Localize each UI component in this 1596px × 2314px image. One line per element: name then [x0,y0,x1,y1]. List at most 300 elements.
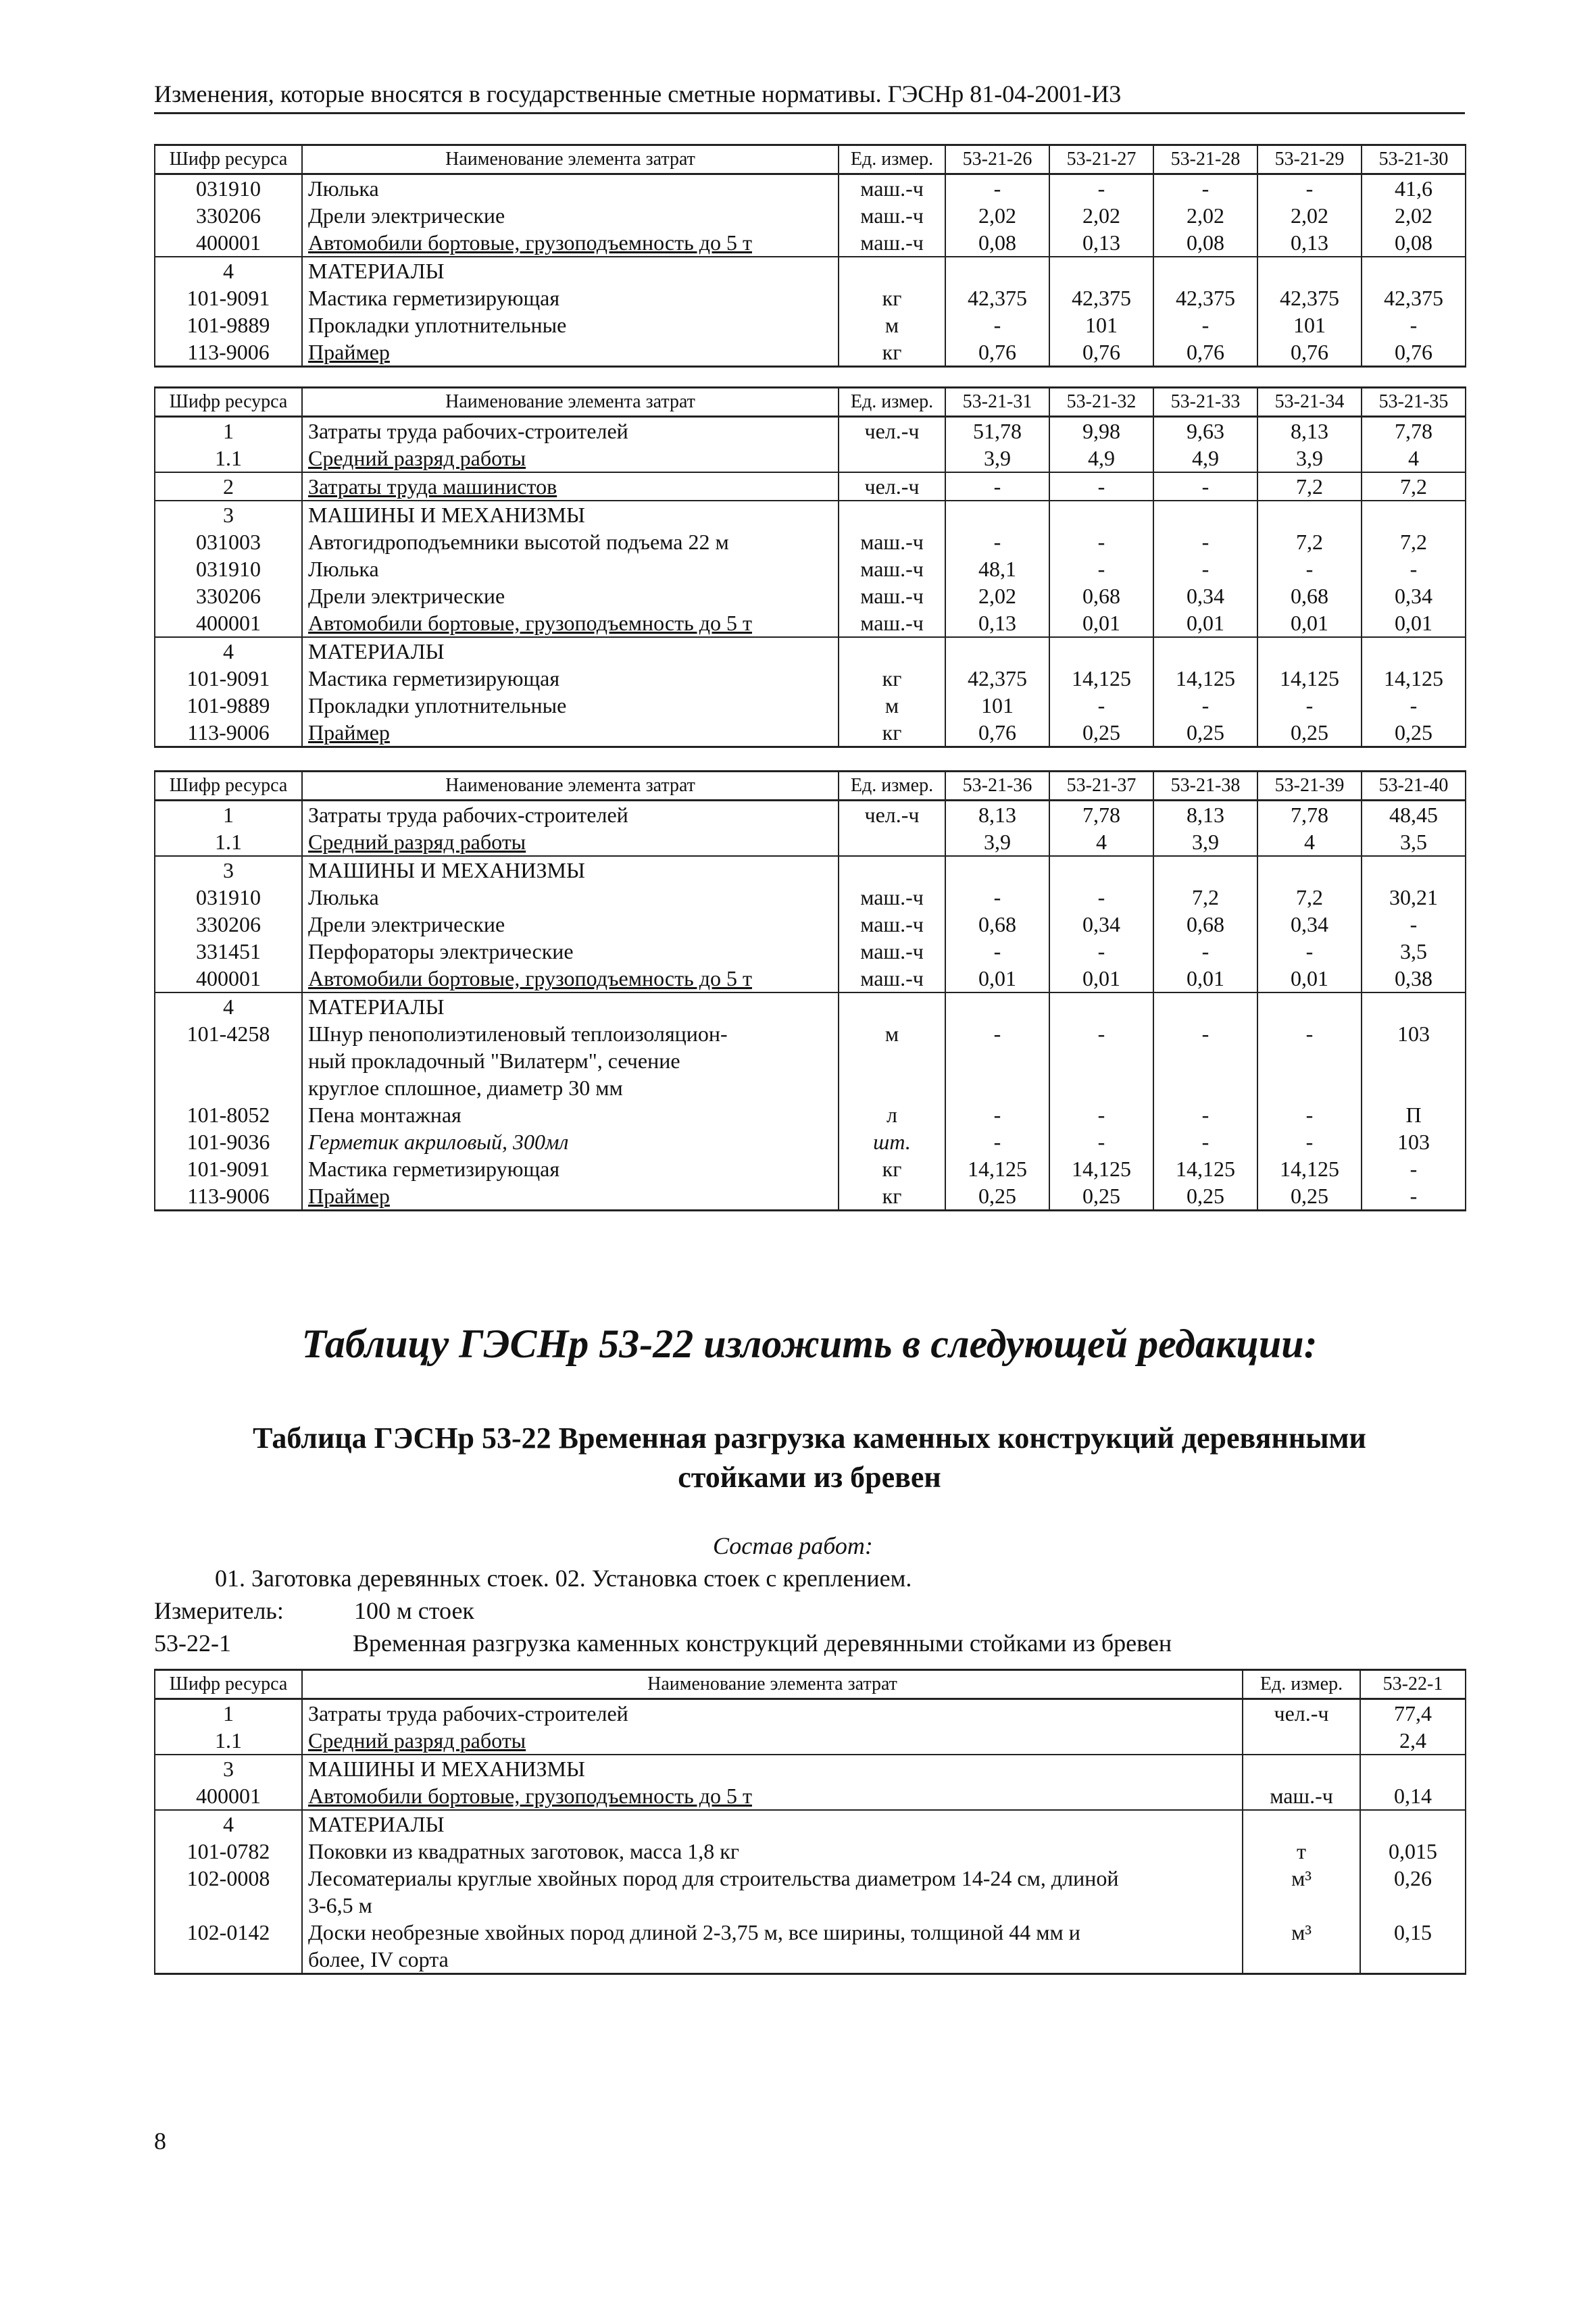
resource-code: 101-9889 [155,692,302,719]
norm-value: 30,21 [1362,884,1466,911]
norm-value: 3,9 [1153,828,1257,856]
norm-value [1049,992,1153,1020]
section-title: МАТЕРИАЛЫ [302,992,839,1020]
element-name: Лесоматериалы круглые хвойных пород для строительства диаметром 14-24 см, длиной 3-6,5 м [302,1865,1243,1919]
header-resource-code: Шифр ресурса [155,1670,302,1699]
norm-value: 2,02 [1049,202,1153,229]
norm-value [1049,856,1153,884]
norm-value: 7,2 [1257,472,1362,501]
header-norm: 53-21-36 [945,772,1049,801]
norm-value: 0,68 [945,911,1049,938]
header-norm: 53-21-34 [1257,388,1362,417]
unit: маш.-ч [839,938,945,965]
norm-value: 7,2 [1362,472,1466,501]
table-row [155,1101,1466,1128]
norm-value [945,856,1049,884]
element-name: Затраты труда рабочих-строителей [302,801,839,829]
norm-value: 0,76 [1362,338,1466,367]
norm-value: 0,25 [1257,719,1362,747]
unit [839,828,945,856]
section-title: МАТЕРИАЛЫ [302,637,839,665]
norm-value: - [945,1101,1049,1128]
norm-value: - [1153,311,1257,338]
table-row [155,1727,1466,1755]
table-row [155,417,1466,445]
table-row [155,692,1466,719]
unit: маш.-ч [839,202,945,229]
norm-value: 2,02 [945,202,1049,229]
resource-code: 4 [155,1810,302,1838]
element-name: Мастика герметизирующая [302,1155,839,1182]
table-row [155,719,1466,747]
norm-value: 3,9 [1257,445,1362,472]
norm-value: 0,34 [1049,911,1153,938]
norm-value: 0,76 [945,719,1049,747]
element-name: Дрели электрические [302,911,839,938]
resource-table-53-21-36-40 [154,770,1466,1211]
norm-value: - [1257,938,1362,965]
norm-value: 101 [1049,311,1153,338]
norm-value [1153,501,1257,528]
norm-value: 0,25 [1153,719,1257,747]
norm-value [1360,1755,1466,1782]
norm-value: - [945,174,1049,203]
norm-value: - [1257,692,1362,719]
section-row [155,992,1466,1020]
resource-table-53-21-31-35 [154,386,1466,748]
norm-value [1049,257,1153,284]
norm-value: 14,125 [1153,1155,1257,1182]
table-row [155,1182,1466,1211]
norm-value: 42,375 [945,284,1049,311]
element-name: Люлька [302,884,839,911]
section-title: МАШИНЫ И МЕХАНИЗМЫ [302,1755,1243,1782]
unit: маш.-ч [1243,1782,1360,1810]
norm-value: 14,125 [1049,1155,1153,1182]
norm-value: 0,01 [1153,609,1257,637]
unit [1243,1755,1360,1782]
norm-value: 0,76 [1257,338,1362,367]
norm-value: 7,78 [1257,801,1362,829]
resource-code: 101-9091 [155,284,302,311]
resource-code: 1 [155,417,302,445]
norm-value [1153,257,1257,284]
unit: чел.-ч [839,801,945,829]
element-name: Мастика герметизирующая [302,665,839,692]
norm-value: 0,01 [945,965,1049,992]
norm-value: 8,13 [1153,801,1257,829]
norm-value: 4,9 [1049,445,1153,472]
section-title: МАТЕРИАЛЫ [302,257,839,284]
norm-value: 7,2 [1257,884,1362,911]
norm-value [1257,992,1362,1020]
norm-value: 0,13 [945,609,1049,637]
resource-code: 330206 [155,582,302,609]
norm-value [1362,501,1466,528]
norm-value: 4 [1049,828,1153,856]
norm-value: 7,2 [1257,528,1362,555]
unit: шт. [839,1128,945,1155]
norm-value: 0,01 [1362,609,1466,637]
unit: кг [839,719,945,747]
norm-value: 0,76 [1153,338,1257,367]
norm-value: 48,45 [1362,801,1466,829]
norm-value: 0,25 [945,1182,1049,1211]
section-row [155,856,1466,884]
norm-value: 0,14 [1360,1782,1466,1810]
norm-value: 8,13 [1257,417,1362,445]
header-norm: 53-21-28 [1153,145,1257,174]
unit [839,501,945,528]
unit: кг [839,1155,945,1182]
norm-value: - [1257,174,1362,203]
norm-value: 2,02 [945,582,1049,609]
element-name: Люлька [302,174,839,203]
norm-value: - [1257,1020,1362,1101]
unit: т [1243,1838,1360,1865]
norm-value: 0,08 [1153,229,1257,257]
table-row [155,938,1466,965]
norm-value: - [1153,174,1257,203]
norm-value [945,501,1049,528]
norm-value: 14,125 [1049,665,1153,692]
resource-code: 331451 [155,938,302,965]
header-norm: 53-21-37 [1049,772,1153,801]
norm-value: - [945,884,1049,911]
header-element-name: Наименование элемента затрат [302,388,839,417]
table-row [155,1838,1466,1865]
resource-code: 400001 [155,609,302,637]
norm-value [1362,637,1466,665]
element-name: Автомобили бортовые, грузоподъемность до 5 т [302,1782,1243,1810]
element-name: Дрели электрические [302,202,839,229]
norm-value: 0,76 [1049,338,1153,367]
header-norm: 53-21-27 [1049,145,1153,174]
norm-value: 0,38 [1362,965,1466,992]
norm-value: - [1049,938,1153,965]
norm-value: 2,4 [1360,1727,1466,1755]
resource-code: 400001 [155,229,302,257]
norm-value: 3,5 [1362,938,1466,965]
table-row [155,884,1466,911]
norm-value: 0,13 [1049,229,1153,257]
norm-value: 0,34 [1153,582,1257,609]
section-title: МАШИНЫ И МЕХАНИЗМЫ [302,856,839,884]
header-unit: Ед. измер. [1243,1670,1360,1699]
norm-value: - [1153,1101,1257,1128]
norm-value: 42,375 [1153,284,1257,311]
resource-code: 330206 [155,911,302,938]
page-number: 8 [154,2128,166,2155]
unit: м [839,1020,945,1101]
norm-value: 0,68 [1153,911,1257,938]
norm-value: 103 [1362,1128,1466,1155]
norm-value: 0,25 [1362,719,1466,747]
element-name: Мастика герметизирующая [302,284,839,311]
unit [839,637,945,665]
unit: маш.-ч [839,229,945,257]
resource-code: 102-0142 [155,1919,302,1974]
element-name: Праймер [302,719,839,747]
norm-value: 0,01 [1049,965,1153,992]
table-row [155,311,1466,338]
norm-value: - [1257,555,1362,582]
norm-value [1362,856,1466,884]
table-row [155,911,1466,938]
norm-value: - [1049,1128,1153,1155]
resource-code: 031910 [155,174,302,203]
norm-value: 0,25 [1049,1182,1153,1211]
resource-code: 113-9006 [155,719,302,747]
norm-value: 2,02 [1257,202,1362,229]
meter-value: 100 м стоек [354,1597,474,1624]
norm-value: - [1153,555,1257,582]
norm-value: - [1362,1182,1466,1211]
norm-value: - [945,938,1049,965]
resource-code: 031003 [155,528,302,555]
norm-value: 14,125 [1257,665,1362,692]
element-name: Пена монтажная [302,1101,839,1128]
unit: кг [839,338,945,367]
section-title: МАТЕРИАЛЫ [302,1810,1243,1838]
unit: м [839,692,945,719]
resource-code: 101-9091 [155,1155,302,1182]
table-row [155,445,1466,472]
norm-value [1362,992,1466,1020]
unit: м [839,311,945,338]
unit: чел.-ч [839,417,945,445]
norm-value [1257,637,1362,665]
section-row [155,1755,1466,1782]
resource-code: 1.1 [155,1727,302,1755]
norm-value: 7,2 [1153,884,1257,911]
norm-value: - [1362,911,1466,938]
header-norm: 53-21-26 [945,145,1049,174]
resource-code: 113-9006 [155,338,302,367]
section-row [155,257,1466,284]
norm-value: 42,375 [1257,284,1362,311]
norm-value: 14,125 [1362,665,1466,692]
resource-code: 1.1 [155,828,302,856]
norm-value: 0,015 [1360,1838,1466,1865]
header-resource-code: Шифр ресурса [155,772,302,801]
section-row [155,1810,1466,1838]
header-element-name: Наименование элемента затрат [302,1670,1243,1699]
norm-value: - [1257,1101,1362,1128]
header-norm: 53-21-32 [1049,388,1153,417]
norm-value: 0,01 [1049,609,1153,637]
unit [839,257,945,284]
norm-value: - [1049,692,1153,719]
resource-code: 330206 [155,202,302,229]
norm-value: 14,125 [945,1155,1049,1182]
norm-value: 3,5 [1362,828,1466,856]
element-name: Поковки из квадратных заготовок, масса 1,8 кг [302,1838,1243,1865]
norm-value: 42,375 [945,665,1049,692]
norm-value: 0,15 [1360,1919,1466,1974]
norm-value: - [1049,884,1153,911]
element-name: Перфораторы электрические [302,938,839,965]
norm-value: - [1362,692,1466,719]
norm-value: - [945,1020,1049,1101]
norm-value [1257,257,1362,284]
norm-value: 8,13 [945,801,1049,829]
resource-code: 101-9091 [155,665,302,692]
header-norm: 53-21-29 [1257,145,1362,174]
norm-value: - [1049,1101,1153,1128]
resource-code: 031910 [155,555,302,582]
element-name: Автогидроподъемники высотой подъема 22 м [302,528,839,555]
table-row [155,828,1466,856]
norm-value [1153,637,1257,665]
unit [839,856,945,884]
norm-value: 0,08 [1362,229,1466,257]
element-name: Автомобили бортовые, грузоподъемность до 5 т [302,965,839,992]
norm-value: - [1153,1128,1257,1155]
resource-table-53-21-26-30 [154,144,1466,368]
norm-value: 48,1 [945,555,1049,582]
table-row [155,1699,1466,1728]
norm-value: 4,9 [1153,445,1257,472]
unit: маш.-ч [839,609,945,637]
table-row [155,338,1466,367]
norm-value: 42,375 [1049,284,1153,311]
norm-value: - [1049,1020,1153,1101]
table-row [155,202,1466,229]
norm-value: 7,2 [1362,528,1466,555]
norm-value [1257,501,1362,528]
norm-value: - [1049,472,1153,501]
norm-value: 9,98 [1049,417,1153,445]
section-row [155,637,1466,665]
norm-value: 0,76 [945,338,1049,367]
norm-value [945,992,1049,1020]
norm-value [1153,856,1257,884]
norm-value: - [1049,528,1153,555]
resource-code: 400001 [155,1782,302,1810]
section-title: МАШИНЫ И МЕХАНИЗМЫ [302,501,839,528]
norm-value: 103 [1362,1020,1466,1101]
norm-value [945,257,1049,284]
header-norm: 53-21-38 [1153,772,1257,801]
resource-code: 113-9006 [155,1182,302,1211]
unit: м³ [1243,1865,1360,1919]
header-norm: 53-22-1 [1360,1670,1466,1699]
unit: чел.-ч [1243,1699,1360,1728]
header-element-name: Наименование элемента затрат [302,145,839,174]
resource-code: 1 [155,801,302,829]
header-norm: 53-21-39 [1257,772,1362,801]
header-unit: Ед. измер. [839,388,945,417]
norm-value: 0,25 [1153,1182,1257,1211]
element-name: Средний разряд работы [302,445,839,472]
table-row [155,1865,1466,1919]
table-row [155,1020,1466,1101]
norm-value: - [945,528,1049,555]
element-name: Шнур пенополиэтиленовый теплоизоляцион- ный прокладочный "Вилатерм", сечение круглое сплошное, диаметр 30 мм [302,1020,839,1101]
element-name: Средний разряд работы [302,1727,1243,1755]
resource-code: 031910 [155,884,302,911]
element-name: Доски необрезные хвойных пород длиной 2-3,75 м, все ширины, толщиной 44 мм и более, IV сорта [302,1919,1243,1974]
unit [839,445,945,472]
resource-code: 101-9036 [155,1128,302,1155]
norm-value: - [1153,692,1257,719]
header-resource-code: Шифр ресурса [155,388,302,417]
norm-value: - [1153,472,1257,501]
table-row [155,801,1466,829]
norm-value [1153,992,1257,1020]
norm-value: 0,34 [1257,911,1362,938]
element-name: Затраты труда рабочих-строителей [302,1699,1243,1728]
resource-code: 3 [155,1755,302,1782]
norm-value: 0,25 [1049,719,1153,747]
norm-value: 0,01 [1257,965,1362,992]
norm-value: 42,375 [1362,284,1466,311]
table-row [155,1155,1466,1182]
element-name: Автомобили бортовые, грузоподъемность до 5 т [302,229,839,257]
norm-value: 51,78 [945,417,1049,445]
norm-value: 0,01 [1257,609,1362,637]
element-name: Праймер [302,338,839,367]
table-row [155,665,1466,692]
header-resource-code: Шифр ресурса [155,145,302,174]
norm-value: 2,02 [1153,202,1257,229]
resource-table-53-22-1 [154,1669,1466,1975]
table-row [155,229,1466,257]
element-name: Затраты труда машинистов [302,472,839,501]
header-norm: 53-21-33 [1153,388,1257,417]
norm-value: 7,78 [1362,417,1466,445]
resource-code: 102-0008 [155,1865,302,1919]
unit: маш.-ч [839,911,945,938]
norm-value [1257,856,1362,884]
norm-value: 101 [1257,311,1362,338]
norm-value: 9,63 [1153,417,1257,445]
composition-text: 01. Заготовка деревянных стоек. 02. Установка стоек с креплением. [215,1565,912,1592]
header-norm: 53-21-40 [1362,772,1466,801]
norm-value: 4 [1257,828,1362,856]
norm-value: - [945,311,1049,338]
norm-value: 0,34 [1362,582,1466,609]
header-unit: Ед. измер. [839,145,945,174]
unit: маш.-ч [839,174,945,203]
element-name: Затраты труда рабочих-строителей [302,417,839,445]
table-row [155,582,1466,609]
norm-value: 7,78 [1049,801,1153,829]
resource-code: 4 [155,637,302,665]
table-row [155,555,1466,582]
unit: маш.-ч [839,965,945,992]
norm-value: - [945,1128,1049,1155]
norm-value: 0,26 [1360,1865,1466,1919]
norm-value: - [1362,1155,1466,1182]
header-norm: 53-21-31 [945,388,1049,417]
norm-value: 101 [945,692,1049,719]
resource-code: 3 [155,856,302,884]
norm-value: - [1049,555,1153,582]
norm-value: - [1362,311,1466,338]
norm-value: 3,9 [945,445,1049,472]
header-unit: Ед. измер. [839,772,945,801]
resource-code: 1 [155,1699,302,1728]
norm-value: - [1153,1020,1257,1101]
table-row [155,1919,1466,1974]
element-name: Герметик акриловый, 300мл [302,1128,839,1155]
unit: м³ [1243,1919,1360,1974]
resource-code: 1.1 [155,445,302,472]
norm-value: 0,08 [945,229,1049,257]
table-row [155,174,1466,203]
